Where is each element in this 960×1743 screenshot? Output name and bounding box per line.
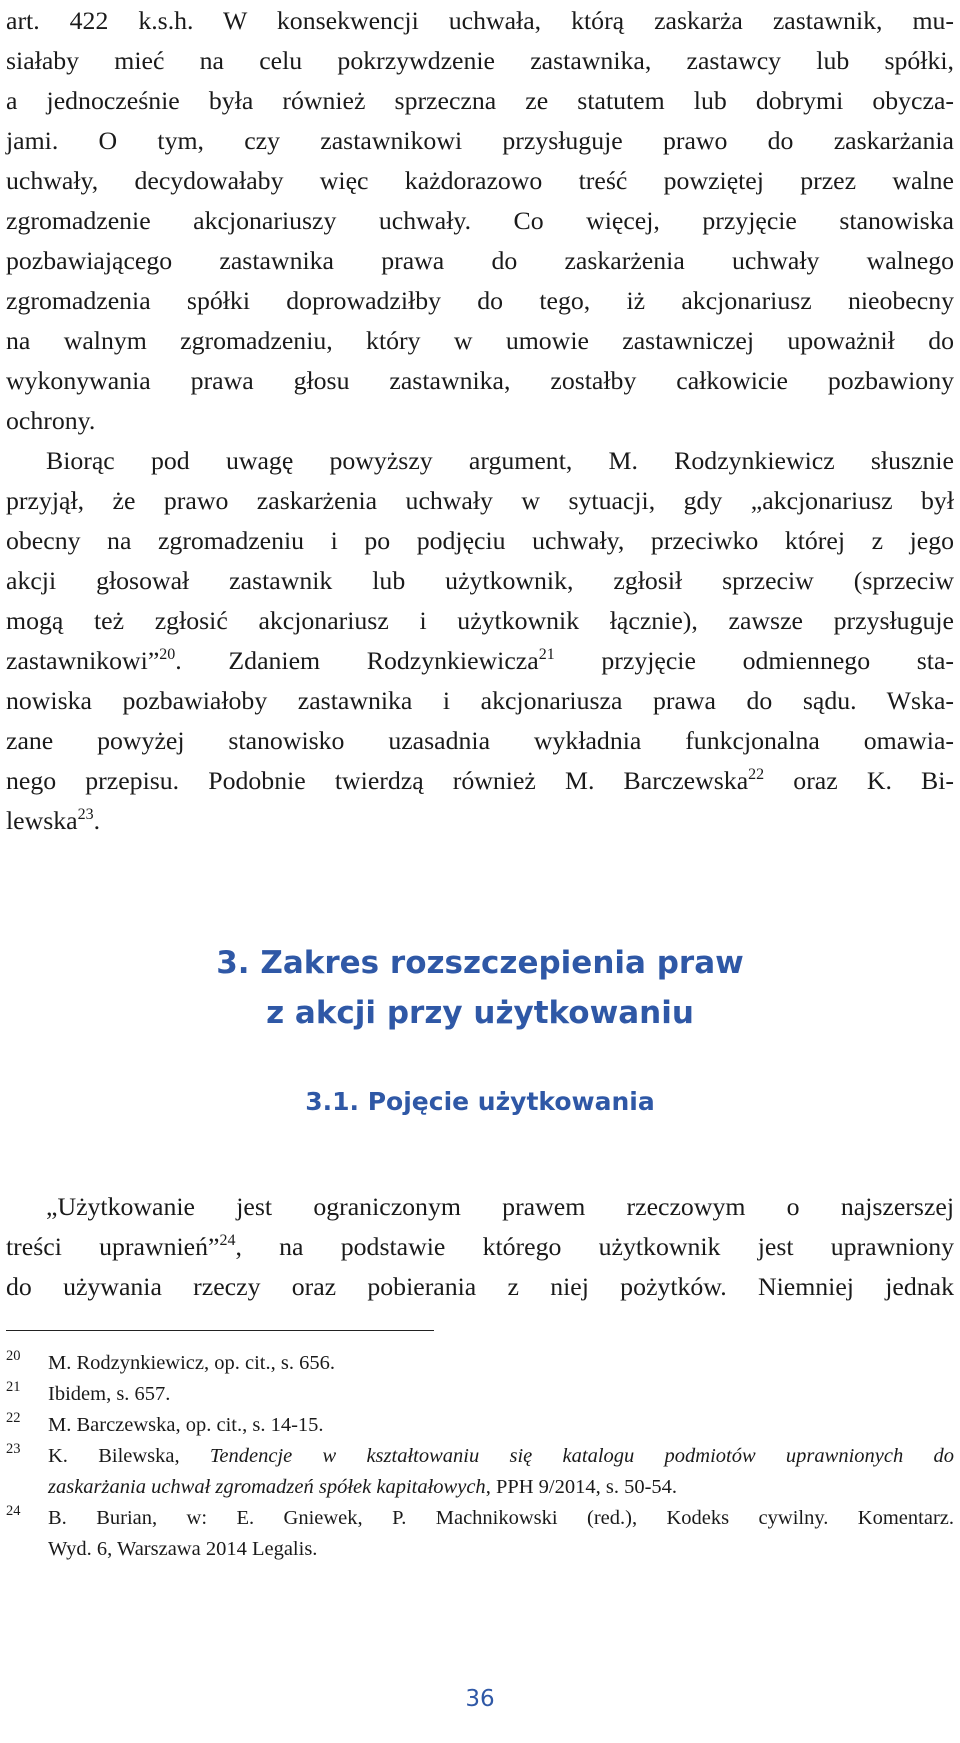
paragraph-3-line — [6, 1227, 954, 1267]
footnotes — [6, 1348, 954, 1565]
document-page — [6, 0, 954, 1743]
text-run: zastawnikowi” — [6, 646, 160, 675]
paragraph-3-line: „Użytkowanie jest ograniczonym prawem rzeczowym o najszerszej — [46, 1192, 954, 1221]
page-number: 36 — [465, 1686, 495, 1712]
footnote-ref-21[interactable]: 21 — [538, 646, 555, 663]
footnote-text: M. Rodzynkiewicz, op. cit., s. 656. — [48, 1352, 335, 1374]
footnote-number: 24 — [6, 1503, 21, 1519]
paragraph-3-line: do używania rzeczy oraz pobierania z niej pożytków. Niemniej jednak — [6, 1272, 954, 1301]
footnote-22 — [6, 1410, 954, 1441]
footnote-ref-24[interactable]: 24 — [219, 1232, 236, 1249]
paragraph-1-line: ochrony. — [6, 406, 96, 435]
paragraph-2-line: Biorąc pod uwagę powyższy argument, M. Rodzynkiewicz słusznie — [46, 446, 954, 475]
paragraph-2-line: akcji głosował zastawnik lub użytkownik, zgłosił sprzeciw (sprzeciw — [6, 566, 954, 595]
paragraph-2-line — [6, 641, 954, 681]
footnote-number: 23 — [6, 1441, 21, 1457]
paragraph-1-line: jami. O tym, czy zastawnikowi przysługuje prawo do zaskarżania — [6, 126, 954, 155]
footnote-title: Tendencje w kształtowaniu się katalogu podmiotów uprawnionych do — [209, 1445, 954, 1467]
paragraph-2-line: nowiska pozbawiałoby zastawnika i akcjonariusza prawa do sądu. Wska- — [6, 686, 954, 715]
paragraph-1-line: pozbawiającego zastawnika prawa do zaskarżenia uchwały walnego — [6, 246, 954, 275]
paragraph-1-line: art. 422 k.s.h. W konsekwencji uchwała, którą zaskarża zastawnik, mu- — [6, 6, 954, 35]
paragraph-2-line: zane powyżej stanowisko uzasadnia wykładnia funkcjonalna omawia- — [6, 726, 954, 755]
paragraph-2-line — [6, 761, 954, 801]
paragraph-1-line: a jednocześnie była również sprzeczna ze statutem lub dobrymi obycza- — [6, 86, 954, 115]
footnote-ref-22[interactable]: 22 — [748, 766, 765, 783]
paragraph-2-line — [6, 801, 954, 841]
footnote-text: Ibidem, s. 657. — [48, 1383, 171, 1405]
footnote-text — [48, 1441, 954, 1503]
paragraph-3 — [6, 1187, 954, 1307]
footnote-line: Wyd. 6, Warszawa 2014 Legalis. — [48, 1538, 318, 1560]
paragraph-1-line: wykonywania prawa głosu zastawnika, zostałby całkowicie pozbawiony — [6, 366, 954, 395]
footnote-number: 20 — [6, 1348, 21, 1364]
footnote-title: zaskarżania uchwał zgromadzeń spółek kapitałowych — [48, 1476, 486, 1498]
paragraph-2-line: obecny na zgromadzeniu i po podjęciu uchwały, przeciwko której z jego — [6, 526, 954, 555]
paragraph-1-line: zgromadzenia spółki doprowadziłby do tego, iż akcjonariusz nieobecny — [6, 286, 954, 315]
paragraph-1-line: uchwały, decydowałaby więc każdorazowo treść powziętej przez walne — [6, 166, 954, 195]
text-run: lewska — [6, 806, 78, 835]
footnote-20 — [6, 1348, 954, 1379]
footnote-number: 21 — [6, 1379, 21, 1395]
text-run: . — [93, 806, 101, 835]
footnote-ref-20[interactable]: 20 — [159, 646, 176, 663]
footnote-21 — [6, 1379, 954, 1410]
paragraph-1 — [6, 1, 954, 441]
paragraph-2-line: mogą też zgłosić akcjonariusz i użytkownik łącznie), zawsze przysługuje — [6, 606, 954, 635]
text-run: . Zdaniem Rodzynkiewicza — [175, 646, 539, 675]
text-run: , na podstawie którego użytkownik jest uprawniony — [235, 1232, 954, 1261]
footnote-number: 22 — [6, 1410, 21, 1426]
text-run: nego przepisu. Podobnie twierdzą również M. Barczewska — [6, 766, 749, 795]
footnote-author: K. Bilewska, — [48, 1445, 210, 1467]
footnote-line — [48, 1441, 954, 1472]
footnote-source: , PPH 9/2014, s. 50-54. — [485, 1476, 678, 1498]
footnote-23 — [6, 1441, 954, 1503]
section-heading-line-2: z akcji przy użytkowaniu — [266, 995, 694, 1031]
footnote-line — [48, 1472, 954, 1503]
paragraph-2 — [6, 441, 954, 841]
paragraph-2-line: przyjął, że prawo zaskarżenia uchwały w sytuacji, gdy „akcjonariusz był — [6, 486, 954, 515]
subsection-heading: 3.1. Pojęcie użytkowania — [305, 1087, 655, 1116]
footnote-24 — [6, 1503, 954, 1565]
section-heading-line-1: 3. Zakres rozszczepienia praw — [216, 945, 744, 981]
footnote-divider — [6, 1330, 434, 1331]
text-run: oraz K. Bi- — [764, 766, 954, 795]
text-run: treści uprawnień” — [6, 1232, 220, 1261]
paragraph-1-line: siałaby mieć na celu pokrzywdzenie zastawnika, zastawcy lub spółki, — [6, 46, 954, 75]
paragraph-1-line: na walnym zgromadzeniu, który w umowie zastawniczej upoważnił do — [6, 326, 954, 355]
footnote-line: B. Burian, w: E. Gniewek, P. Machnikowski (red.), Kodeks cywilny. Komentarz. — [48, 1507, 954, 1529]
text-run: przyjęcie odmiennego sta- — [554, 646, 955, 675]
paragraph-1-line: zgromadzenie akcjonariuszy uchwały. Co więcej, przyjęcie stanowiska — [6, 206, 954, 235]
footnote-text: M. Barczewska, op. cit., s. 14-15. — [48, 1414, 324, 1436]
footnote-text — [48, 1503, 954, 1565]
footnote-ref-23[interactable]: 23 — [77, 806, 94, 823]
